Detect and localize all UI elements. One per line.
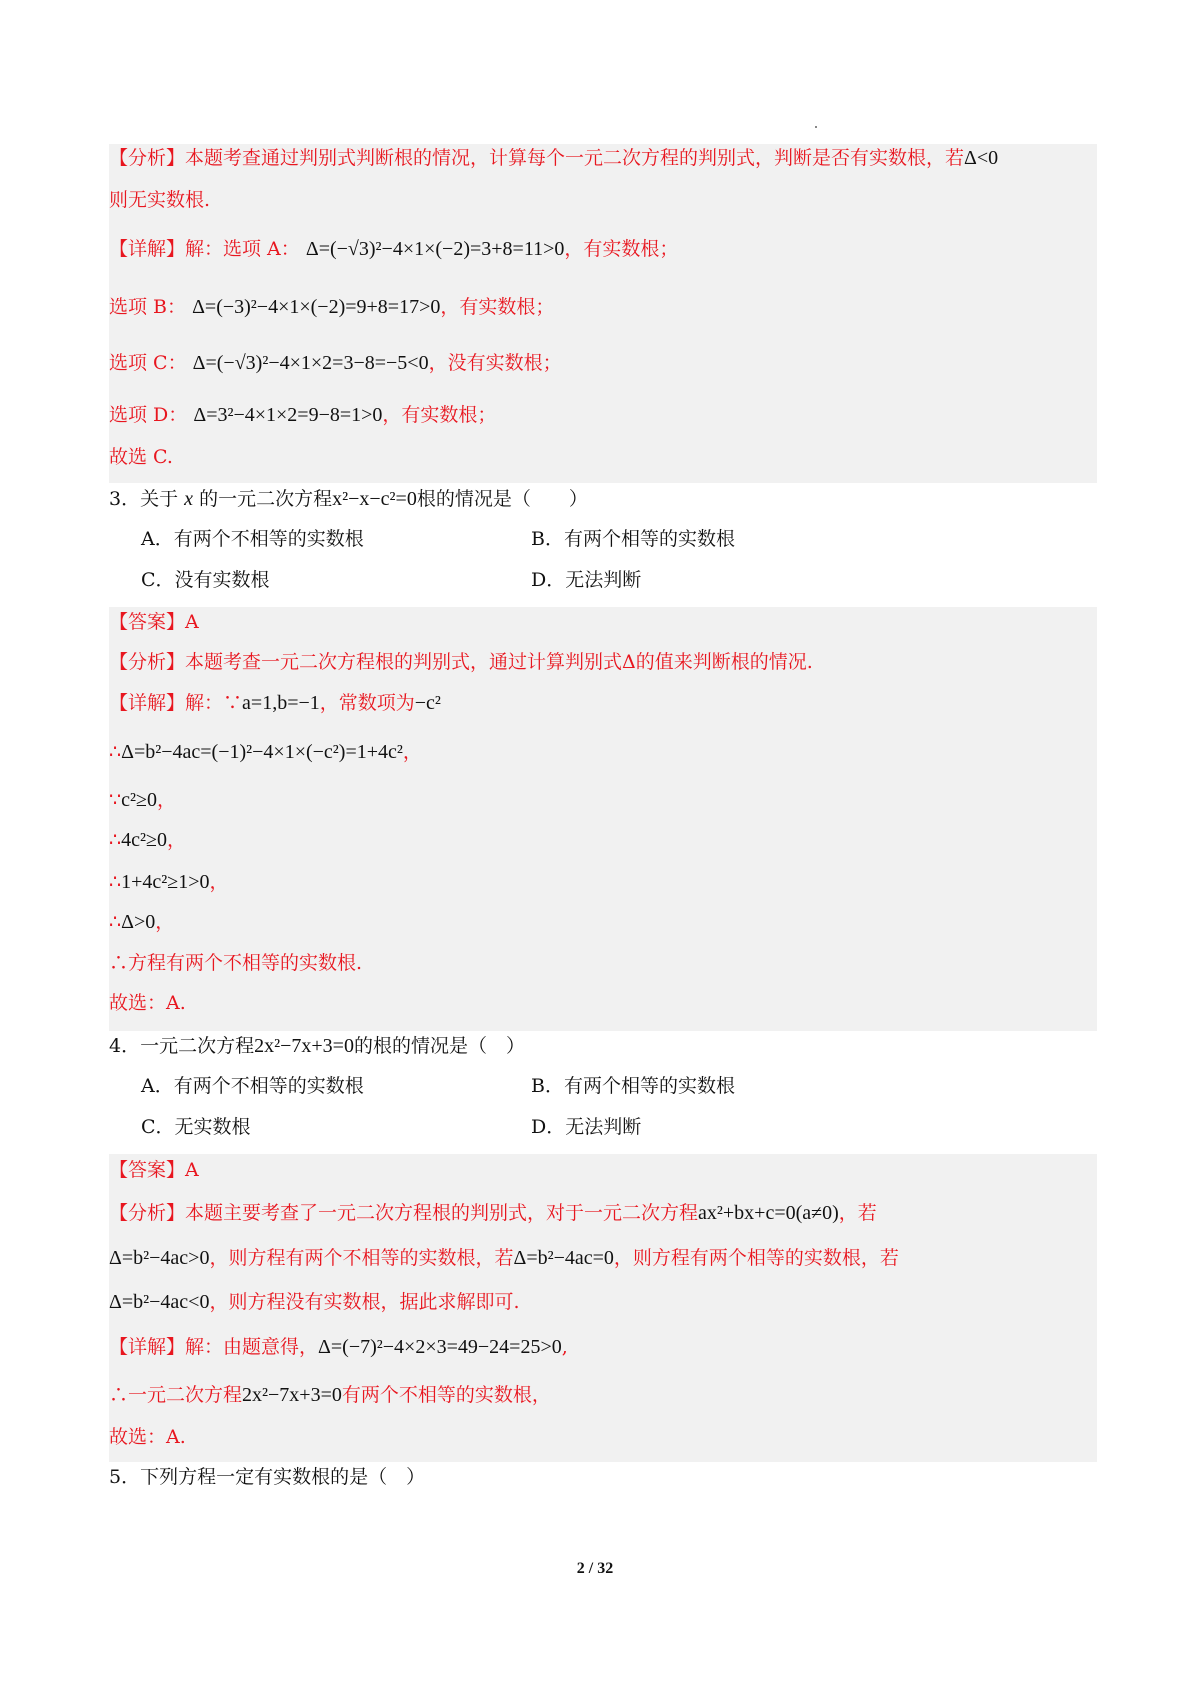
q3-analysis: 【分析】本题考查一元二次方程根的判别式，通过计算判别式Δ的值来判断根的情况.: [109, 651, 813, 673]
math: Δ=(−√3)²−4×1×(−2)=3+8=11>0: [305, 238, 565, 260]
q4-detail: 【详解】解：由题意得，Δ=(−7)²−4×2×3=49−24=25>0,: [109, 1336, 568, 1358]
q3-detail: 【详解】解：∵a=1,b=−1，常数项为−c²: [109, 692, 441, 714]
q3-stem: 3．关于 x 的一元二次方程x²−x−c²=0根的情况是（ ）: [109, 488, 588, 510]
q4-answer: 【答案】A: [109, 1159, 199, 1181]
stray-dot: [815, 126, 817, 128]
q2-detail-optB: 选项 B： Δ=(−3)²−4×1×(−2)=9+8=17>0，有实数根；: [109, 296, 555, 318]
q4-conclusion: 故选：A.: [109, 1426, 186, 1448]
q3-conclusion: 故选：A.: [109, 992, 186, 1014]
q4-stem: 4．一元二次方程2x²−7x+3=0的根的情况是（ ）: [109, 1035, 525, 1057]
q2-detail-optA: 【详解】解：选项 A： Δ=(−√3)²−4×1×(−2)=3+8=11>0，有实数根；: [109, 238, 679, 260]
math: Δ=(−√3)²−4×1×2=3−8=−5<0: [192, 352, 429, 374]
q3-option-d: D．无法判断: [531, 569, 642, 591]
q4-option-b: B．有两个相等的实数根: [531, 1075, 735, 1097]
q4-analysis: 【分析】本题主要考查了一元二次方程根的判别式，对于一元二次方程ax²+bx+c=0(a≠0)，若: [109, 1202, 877, 1224]
q3-option-b: B．有两个相等的实数根: [531, 528, 735, 550]
q3-step-3: ∴4c²≥0，: [109, 829, 186, 851]
q4-option-d: D．无法判断: [531, 1116, 642, 1138]
q3-step-5: ∴Δ>0，: [109, 911, 175, 933]
q2-analysis-cont: 则无实数根.: [109, 189, 211, 211]
math: Δ=(−3)²−4×1×(−2)=9+8=17>0: [192, 296, 441, 318]
q2-analysis-line: 【分析】本题考查通过判别式判断根的情况，计算每个一元二次方程的判别式，判断是否有实数根，若Δ<0: [109, 147, 999, 169]
q4-analysis-line2: Δ=b²−4ac>0，则方程有两个不相等的实数根，若Δ=b²−4ac=0，则方程有两个相等的实数根，若: [109, 1247, 899, 1269]
q3-result: ∴方程有两个不相等的实数根.: [109, 952, 363, 974]
q4-option-c: C．无实数根: [141, 1116, 251, 1138]
math: x²−x−c²=0: [332, 488, 417, 510]
analysis-tag: 【分析】: [109, 147, 186, 169]
q3-option-a: A．有两个不相等的实数根: [141, 528, 364, 550]
q2-conclusion: 故选 C.: [109, 446, 173, 468]
q5-stem: 5．下列方程一定有实数根的是（ ）: [109, 1466, 426, 1488]
math: Δ=3²−4×1×2=9−8=1>0: [193, 404, 383, 426]
q2-detail-optC: 选项 C： Δ=(−√3)²−4×1×2=3−8=−5<0，没有实数根；: [109, 352, 562, 374]
q3-answer: 【答案】A: [109, 611, 199, 633]
detail-tag: 【详解】: [109, 238, 186, 260]
q2-detail-optD: 选项 D： Δ=3²−4×1×2=9−8=1>0，有实数根；: [109, 404, 497, 426]
q4-option-a: A．有两个不相等的实数根: [141, 1075, 364, 1097]
math: Δ<0: [964, 147, 999, 169]
q3-step-1: ∴Δ=b²−4ac=(−1)²−4×1×(−c²)=1+4c²，: [109, 741, 422, 763]
q3-step-2: ∵c²≥0，: [109, 789, 176, 811]
q3-option-c: C．没有实数根: [141, 569, 270, 591]
page-number: 2 / 32: [576, 1560, 614, 1577]
q4-analysis-line3: Δ=b²−4ac<0，则方程没有实数根，据此求解即可.: [109, 1291, 520, 1313]
q4-result: ∴一元二次方程2x²−7x+3=0有两个不相等的实数根，: [109, 1384, 551, 1406]
q3-step-4: ∴1+4c²≥1>0，: [109, 871, 229, 893]
